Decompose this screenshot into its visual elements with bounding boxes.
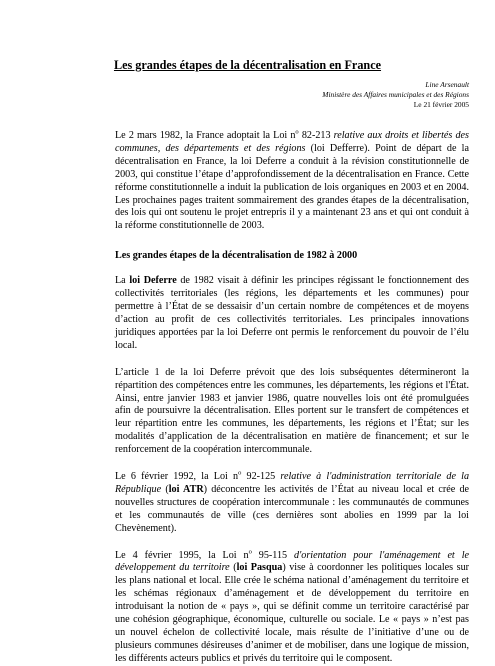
pasqua-sup: o (248, 548, 252, 556)
paragraph-atr (115, 471, 469, 536)
intro-law-number: 82-213 (298, 130, 334, 141)
atr-sup: o (238, 469, 242, 477)
pasqua-paren: ( (229, 562, 237, 574)
pasqua-text: Le 4 février 1995, la Loi n (115, 549, 249, 561)
author-block (322, 80, 469, 110)
paragraph-article (115, 367, 469, 457)
atr-law-title: relative à l'administration territoriale de la République (115, 471, 470, 495)
author-name: Line Arsenault (425, 80, 469, 89)
section-heading: Les grandes étapes de la décentralisation de 1982 à 2000 (115, 250, 358, 262)
intro-paragraph (115, 130, 469, 233)
page-title: Les grandes étapes de la décentralisation en France (113, 58, 382, 72)
deferre-text-rest: de 1982 visait à définir les principes régissant le fonctionnement des collectivités territoriales (les régions, les départements et les communes) pour permettre à l’État de se dessaisir d’un certain nombre de compétences et de moyens d’action au profit de ces collectivités territoriales. Les principales innovations juridiques apportées par la loi Deferre ont permis le renforcement du pouvoir de l’élu local. (115, 275, 469, 351)
atr-paren: ( (161, 483, 169, 495)
atr-law-number: 92-125 (241, 471, 281, 483)
article-text: L’article 1 de la loi Deferre prévoit que des lois subséquentes détermineront la répartition des compétences entre les communes, les départements, les régions et l'État. Ainsi, entre janvier 1983 et janvier 1986, quatre nouvelles lois ont été promulguées afin de poursuivre la décentralisation. Elles portent sur le transfert de compétences et leur répartition entre les communes, les départements, les régions et l’État; sur les modalités d’application de la décentralisation en matière de financement; et sur le renforcement de la coopération intercommunale. (115, 366, 469, 456)
intro-law-title: relative aux droits et libertés des communes, des départements et des régions (115, 130, 469, 154)
atr-text: Le 6 février 1992, la Loi n (115, 471, 239, 483)
intro-sup: o (295, 128, 299, 136)
pasqua-law-number: 95-115 (251, 549, 295, 561)
pasqua-text-rest: ) vise à coordonner les politiques locales sur les plans national et local. Elle crée le schéma national d’aménagement du territoire et les schémas régionaux d’aménagement et de développement du territoire en introduisant la notion de « pays », qui se définit comme un territoire caractérisé par une cohésion géographique, économique, culturelle ou sociale. Le « pays » n’est pas un nouvel échelon de collectivité locale, mais résulte de l’initiative d’une ou de plusieurs communes désireuses d’animer et de mobiliser, dans une logique de mission, les différents acteurs publics et privés du territoire qui le composent. (115, 562, 470, 664)
intro-text: Le 2 mars 1982, la France adoptait la Loi n (115, 130, 296, 141)
paragraph-deferre (115, 275, 469, 352)
deferre-law-name: loi Deferre (129, 275, 177, 287)
atr-law-name: loi ATR (168, 483, 204, 495)
deferre-text: La (115, 275, 130, 287)
author-org: Ministère des Affaires municipales et des Régions (322, 90, 469, 99)
paragraph-pasqua (115, 550, 469, 666)
intro-text-rest: (loi Defferre). Point de départ de la décentralisation en France, la loi Deferre a conduit à la révision constitutionnelle de 2003, qui constitue l’étape d’approfondissement de la décentralisation en France. Cette réforme constitutionnelle a induit la publication de lois organiques en 2003 et en 2004. Les prochaines pages traitent sommairement des grandes étapes de la décentralisation, des lois qui ont soutenu le projet entrepris il y a maintenant 23 ans et qui ont conduit à la réforme constitutionnelle de 2003. (115, 142, 469, 232)
pasqua-law-title: d'orientation pour l'aménagement et le développement du territoire (115, 549, 469, 574)
author-date: Le 21 février 2005 (413, 100, 469, 109)
atr-text-rest: ) déconcentre les activités de l’État au niveau local et crée de nouvelles structures de coopération intercommunale : les communautés de communes et les communautés de ville (ces dernières sont abolies en 1999 par la loi Chevènement). (115, 483, 470, 534)
pasqua-law-name: loi Pasqua (236, 562, 283, 574)
